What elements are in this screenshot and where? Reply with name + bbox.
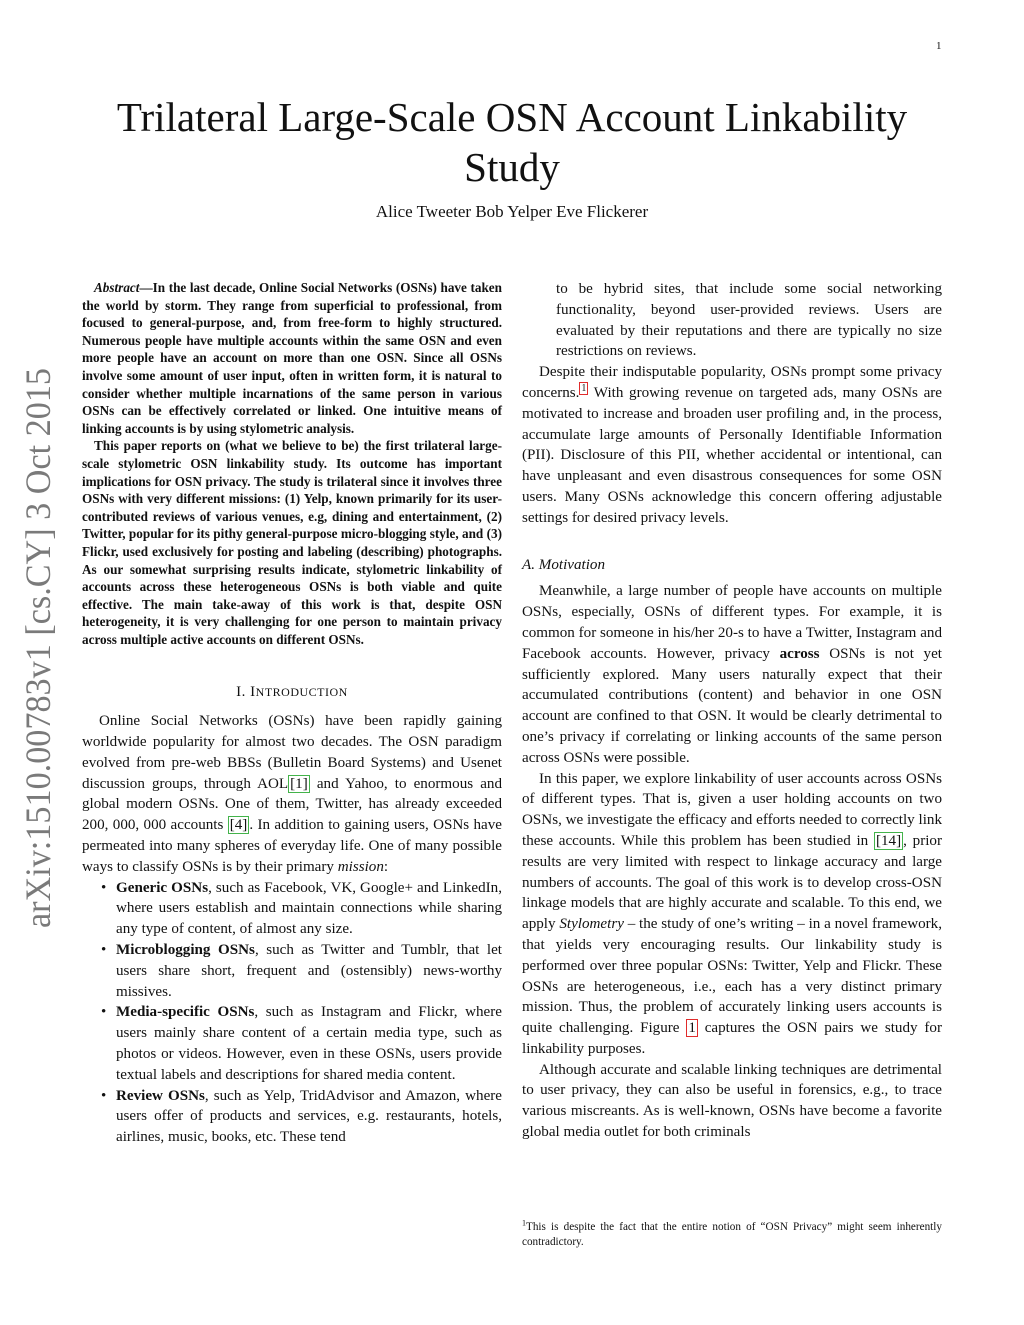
account-count: 200, 000, 000 [82,817,167,834]
list-item-text: , such as Instagram and Flickr, where users mainly share content of a certain media type, such as photos or videos. However, even in these OSNs, users provide textual labels and descriptions for shared media content. [116,1004,502,1083]
list-item [82,940,502,1002]
subsection-heading-motivation: A. Motivation [522,556,606,573]
motivation2-text-c: – the study of one’s writing – in a novel framework, that yields very encouraging results. Our linkability study is performed over three popular OSNs: Twitter, Yelp and Flickr. These OSNs are heterogeneous, i.e., each has a very distinct primary mission. Thus, the problem of accurately linking users accounts is quite challenging. Figure [522,916,942,1037]
motivation-paragraph-2 [522,769,942,1060]
citation-link-4[interactable]: [4] [229,817,248,834]
footnote-ref-1[interactable]: 1 [581,382,587,394]
intro-text-b: and Yahoo, to enormous and global modern OSNs. One of them, Twitter, has already exceeded [82,775,502,813]
citation-link-14[interactable]: [14] [875,832,902,849]
intro-colon: : [383,858,389,875]
privacy-paragraph [522,362,942,528]
section-numeral: I. [236,684,246,701]
section-heading-rest: NTRODUCTION [255,685,348,700]
abstract-paragraph-1 [82,279,502,437]
page-number: 1 [936,40,942,52]
introduction-section [82,682,502,1148]
list-item [82,1002,502,1085]
intro-text-a: Online Social Networks (OSNs) have been rapidly gaining worldwide popularity for almost two decades. The OSN paradigm evolved from pre-web BBSs (Bulletin Board Systems) and Usenet discussion groups, through AOL [82,713,502,792]
list-item-term: Review OSNs [116,1087,205,1104]
motivation-bold-across: across [779,645,820,662]
intro-text-d: . In addition to gaining users, OSNs have permeated into many spheres of everyday life. One of many possible ways to classify OSNs is by their primary [82,817,503,875]
abstract-text-1: In the last decade, Online Social Networks (OSNs) have taken the world by storm. They range from superficial to professional, from focused to general-purpose, and, from free-form to highly structured. Numerous people have multiple accounts within the same OSN and even more people have an account on more than one OSN. Since all OSNs involve some amount of user input, often in written form, it is natural to consider whether multiple incarnations of the same person in various OSNs can be effectively correlated or linked. One intuitive means of linking accounts is by using stylometric analysis. [82,280,502,436]
intro-text-c: accounts [166,817,228,834]
abstract-dash: — [139,280,153,295]
list-item-text: , such as Twitter and Tumblr, that let users share short, frequent and (ostensibly) news-worthy missives. [116,942,502,1000]
motivation2-text-d: captures the OSN pairs we study for linkability purposes. [522,1020,942,1057]
author-list: Alice Tweeter Bob Yelper Eve Flickerer [375,202,649,221]
footnote-1 [522,1220,942,1250]
motivation-paragraph-3: Although accurate and scalable linking techniques are detrimental to user privacy, they can also be useful in forensics, e.g., to trace various miscreants. As is well-known, OSNs have become a favorite global media outlet for both criminals [522,1061,942,1141]
list-item [82,1086,502,1148]
footnote-mark: 1 [522,1218,526,1228]
motivation-text-b: OSNs is not yet sufficiently explored. Many users naturally expect that their accumulated contributions (content) and behavior in one OSN account are confined to that OSN. It would be clearly detrimental to one’s privacy if correlating or linking accounts of the same person across OSNs were possible. [522,645,942,766]
mission-term: mission [337,858,384,875]
abstract-label: Abstract [94,280,140,295]
footnote-text: This is despite the fact that the entire notion of “OSN Privacy” might seem inherently contradictory. [522,1221,942,1248]
list-item-text: , such as Yelp, TridAdvisor and Amazon, where users offer of products and services, e.g. restaurants, hotels, airlines, music, books, etc. These tend [116,1087,502,1146]
list-item-term: Media-specific OSNs [116,1004,255,1021]
arxiv-stamp-text: arXiv:1510.00783v1 [cs.CY] 3 Oct 2015 [18,365,58,928]
motivation2-text-a: In this paper, we explore linkability of user accounts across OSNs of different types. That is, given a user holding accounts on two OSNs, we investigate the efficacy and efforts needed to correctly link these accounts. While this problem has been studied in [522,770,942,849]
intro-paragraph-1 [82,711,502,877]
section-heading-first: I [250,684,256,701]
motivation-text-a: Meanwhile, a large number of people have accounts on multiple OSNs, especially, OSNs of different types. For example, it is common for someone in his/her 20-s to have a Twitter, Instagram and Facebook accounts. However, privacy [522,583,942,662]
privacy-text-b: With growing revenue on targeted ads, many OSNs are motivated to increase and broaden user profiling and, in the process, accumulate large amounts of Personally Identifiable Information (PII). Disclosure of this PII, whether accidental or intentional, can have unpleasant and even disastrous consequences for some OSN users. Many OSNs acknowledge this concern offering adjustable settings for desired privacy levels. [522,384,942,526]
list-item [82,878,502,940]
paper-title: Trilateral Large-Scale OSN Account Linkability Study [116,94,908,190]
motivation-paragraph-1 [522,581,942,768]
right-column [522,279,942,1143]
list-item-term: Generic OSNs [116,879,209,896]
list-item-continuation: to be hybrid sites, that include some social networking functionality, beyond user-provided reviews. Users are evaluated by their reputations and there are typically no size restrictions on reviews. [556,281,942,360]
left-column [82,279,502,1148]
arxiv-stamp [6,365,66,930]
abstract-paragraph-2: This paper reports on (what we believe to be) the first trilateral large-scale stylometric OSN linkability study. Its outcome has important implications for OSN privacy. The study is trilateral since it involves three OSNs with very different missions: (1) Yelp, known primarily for its user-contributed reviews of various venues, e.g, dining and entertainment, (2) Twitter, popular for its pithy general-purpose micro-blogging style, and (3) Flickr, used exclusively for posting and labeling (describing) photographs. As our somewhat surprising results indicate, stylometric linkability of accounts across these heterogeneous OSNs is both viable and quite effective. The main take-away of this work is that, despite OSN heterogeneity, it is very challenging for one person to maintain privacy across multiple active accounts on different OSNs. [82,438,502,647]
list-item-term: Microblogging OSNs [116,942,255,959]
motivation2-text-b: , prior results are very limited with respect to linkage accuracy and large numbers of accounts. The goal of this work is to develop cross-OSN linkage models that are highly accurate and scalable. To this end, we apply [522,832,942,933]
osn-mission-list [82,878,502,1148]
citation-link-1[interactable]: [1] [290,775,308,792]
abstract [82,279,502,648]
section-heading-introduction [82,682,502,703]
privacy-text-a: Despite their indisputable popularity, OSNs prompt some privacy concerns. [522,364,942,401]
stylometry-term: Stylometry [559,916,624,933]
figure-ref-1[interactable]: 1 [688,1020,696,1037]
list-item-text: , such as Facebook, VK, Google+ and LinkedIn, where users establish and maintain connections while sharing any type of content, of almost any size. [116,879,502,938]
